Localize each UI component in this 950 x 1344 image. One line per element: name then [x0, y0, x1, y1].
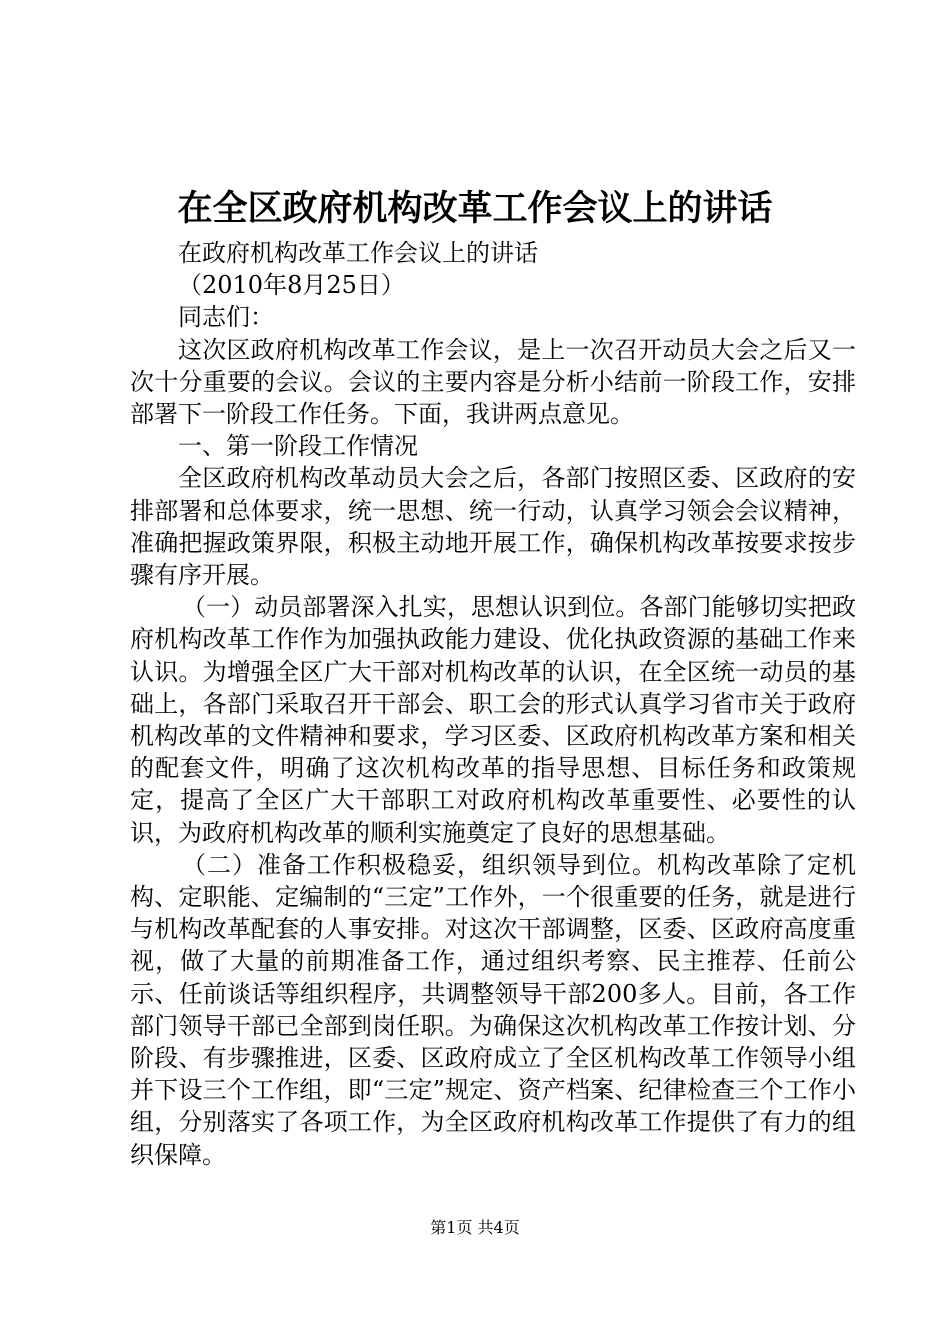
document-title: 在全区政府机构改革工作会议上的讲话 [177, 188, 773, 229]
paragraph-item-2: （二）准备工作积极稳妥，组织领导到位。机构改革除了定机构、定职能、定编制的“三定”工作外，一个很重要的任务，就是进行与机构改革配套的人事安排。对这次干部调整，区委、区政府高度重视，做了大量的前期准备工作，通过组织考察、民主推荐、任前公示、任前谈话等组织程序，共调整领导干部200多人。目前，各工作部门领导干部已全部到岗任职。为确保这次机构改革工作按计划、分阶段、有步骤推进，区委、区政府成立了全区机构改革工作领导小组并下设三个工作组，即“三定”规定、资产档案、纪律检查三个工作小组，分别落实了各项工作，为全区政府机构改革工作提供了有力的组织保障。 [130, 850, 856, 1169]
paragraph-intro: 这次区政府机构改革工作会议，是上一次召开动员大会之后又一次十分重要的会议。会议的主要内容是分析小结前一阶段工作，安排部署下一阶段工作任务。下面，我讲两点意见。 [130, 335, 856, 429]
subtitle-line: 在政府机构改革工作会议上的讲话 [178, 239, 538, 267]
date-line: （2010年8月25日） [178, 271, 405, 300]
paragraph-item-1: （一）动员部署深入扎实，思想认识到位。各部门能够切实把政府机构改革工作作为加强执政能力建设、优化执政资源的基础工作来认识。为增强全区广大干部对机构改革的认识，在全区统一动员的基础上，各部门采取召开干部会、职工会的形式认真学习省市关于政府机构改革的文件精神和要求，学习区委、区政府机构改革方案和相关的配套文件，明确了这次机构改革的指导思想、目标任务和政策规定，提高了全区广大干部职工对政府机构改革重要性、必要性的认识，为政府机构改革的顺利实施奠定了良好的思想基础。 [130, 593, 856, 847]
salutation-line: 同志们： [178, 303, 274, 332]
document-body [130, 237, 856, 1171]
paragraph-overview: 全区政府机构改革动员大会之后，各部门按照区委、区政府的安排部署和总体要求，统一思想、统一行动，认真学习领会会议精神，准确把握政策界限，积极主动地开展工作，确保机构改革按要求按步骤有序开展。 [130, 464, 856, 590]
section-heading: 一、第一阶段工作情况 [178, 432, 418, 461]
page-footer: 第1页 共4页 [430, 1218, 520, 1237]
